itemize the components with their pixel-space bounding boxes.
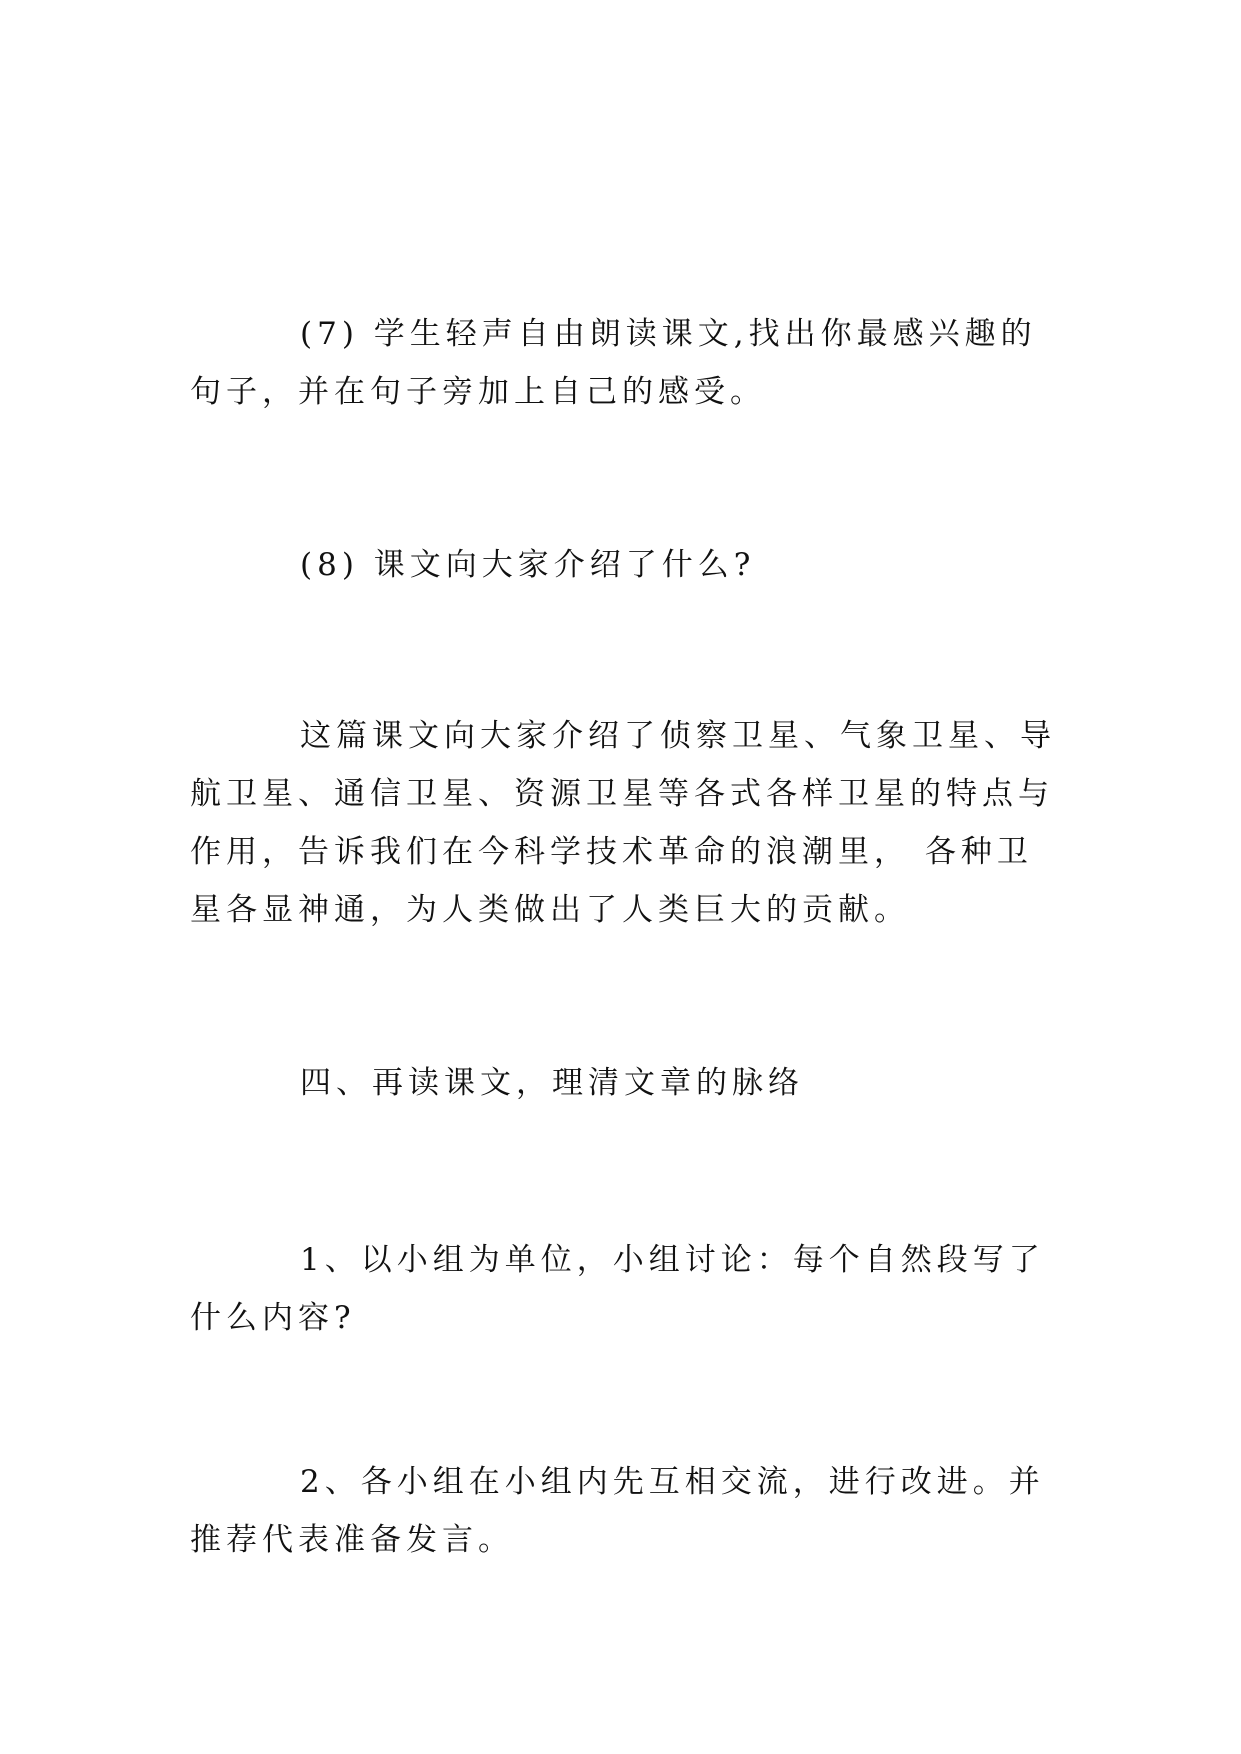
- paragraph-step-7: (7) 学生轻声自由朗读课文,找出你最感兴趣的句子，并在句子旁加上自己的感受。: [190, 316, 1037, 410]
- section-heading-4: 四、再读课文，理清文章的脉络: [300, 1065, 804, 1101]
- paragraph-step-8: (8) 课文向大家介绍了什么?: [300, 547, 756, 583]
- paragraph-answer: 这篇课文向大家介绍了侦察卫星、气象卫星、导航卫星、通信卫星、资源卫星等各式各样卫星的特点与作用，告诉我们在今科学技术革命的浪潮里， 各种卫星各显神通，为人类做出了人类巨大的贡献。: [190, 718, 1056, 928]
- paragraph-item-1: 1、以小组为单位，小组讨论：每个自然段写了什么内容?: [190, 1242, 1045, 1336]
- paragraph-item-2: 2、各小组在小组内先互相交流，进行改进。并推荐代表准备发言。: [190, 1464, 1045, 1558]
